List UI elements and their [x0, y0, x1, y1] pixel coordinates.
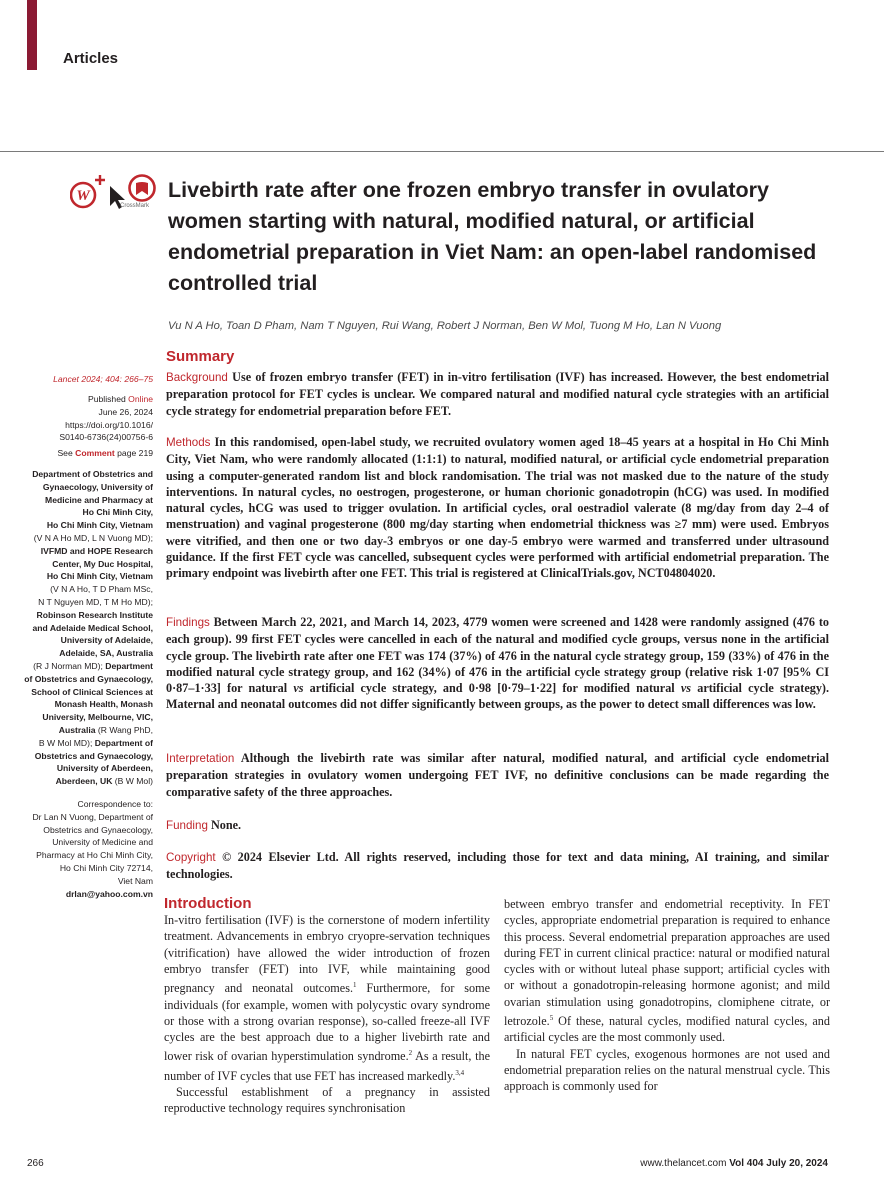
interpretation-head: Interpretation — [166, 752, 235, 765]
affil1-line: Department of Obstetrics and — [32, 469, 153, 479]
published-label: Published — [88, 394, 126, 404]
intro-paragraph — [164, 912, 490, 1084]
affil5-line: University of Aberdeen, — [56, 763, 153, 774]
issue-date: July 20, 2024 — [766, 1158, 828, 1169]
affil5-line: Obstetrics and Gynaecology, — [34, 750, 153, 761]
correspondence-line: University of Medicine and — [52, 837, 153, 848]
abstract-funding — [166, 817, 829, 834]
affil4-line: of Obstetrics and Gynaecology, — [24, 673, 153, 684]
publication-info — [8, 393, 153, 444]
affiliations — [8, 468, 153, 788]
journal-color-bar — [27, 0, 37, 70]
funding-text: None. — [210, 818, 242, 832]
correspondence — [8, 798, 153, 900]
correspondence-line: Pharmacy at Ho Chi Minh City, — [36, 850, 153, 861]
affil4-line: School of Clinical Sciences at — [31, 686, 153, 697]
affil2-line: IVFMD and HOPE Research — [40, 545, 153, 556]
intro-paragraph: In natural FET cycles, exogenous hormones are not used and endometrial preparation relies on the natural menstrual cycle. This approach is commonly used for — [504, 1046, 830, 1094]
affil1-line: Ho Chi Minh City, Vietnam — [46, 520, 153, 531]
affil1-line: Medicine and Pharmacy at — [45, 494, 153, 505]
affil5-people: (B W Mol) — [114, 776, 153, 787]
background-text: Use of frozen embryo transfer (FET) in in-vitro fertilisation (IVF) has increased. However, the best endometrial preparation protocol for FET cycles is unclear. We compared natural and modified natural cycle strategies with an artificial cycle strategy for endometrial preparation before FET. — [166, 370, 830, 418]
affil2-line: Center, My Duc Hospital, — [52, 558, 153, 569]
published-online: Online — [128, 394, 153, 404]
affil3-tail: Department — [105, 660, 153, 671]
findings-text: Between March 22, 2021, and March 14, 2023, 4779 women were screened and 1428 were randomly assigned (476 to each group). 99 first FET cycles were cancelled in each of the natural and modified cycle groups, versus none in the artificial cycle group. The livebirth rate after one FET was 174 (37%) of 476 in the natural cycle strategy group, 159 (33%) of 476 in the modified natural cycle strategy group, and 162 (34%) of 476 in the artificial cycle strategy group (relative risk 1·07 [95% CI 0·87–1·33] for natural — [166, 615, 830, 696]
affil3-line: Adelaide, SA, Australia — [59, 648, 153, 659]
comment-link[interactable]: Comment — [75, 448, 115, 458]
author-list: Vu N A Ho, Toan D Pham, Nam T Nguyen, Rui Wang, Robert J Norman, Ben W Mol, Tuong M Ho, Lan N Vuong — [168, 320, 722, 332]
intro-paragraph — [504, 896, 830, 1046]
doi-line-2[interactable]: S0140-6736(24)00756-6 — [59, 432, 153, 443]
correspondence-label: Correspondence to: — [77, 799, 153, 809]
affil4-line: Monash Health, Monash — [54, 699, 153, 710]
background-head: Background — [166, 371, 228, 384]
affil2-people: N T Nguyen MD, T M Ho MD); — [38, 596, 153, 607]
section-label: Articles — [63, 50, 119, 67]
affil3-line: University of Adelaide, — [60, 635, 153, 646]
affil2-line: Ho Chi Minh City, Vietnam — [46, 571, 153, 582]
intro-text: As a result, the number of IVF cycles that use FET has increased markedly. — [164, 1049, 490, 1083]
crossmark-icon[interactable] — [128, 174, 156, 202]
reference-marker[interactable]: 3,4 — [455, 1068, 465, 1077]
affil5-last: Aberdeen, UK — [55, 776, 113, 787]
intro-text: Furthermore, for some individuals (for example, women with polycystic ovary syndrome or those with a strong ovarian response), so-called freeze-all IVF cycles are the best approach due to a higher livebirth rate and lower risk of ovarian hyperstimulation syndrome. — [164, 981, 491, 1064]
page-number: 266 — [27, 1158, 44, 1169]
abstract-copyright — [166, 849, 829, 883]
findings-head: Findings — [166, 616, 210, 629]
affil4-tail: Department of — [94, 737, 153, 748]
interpretation-text: Although the livebirth rate was similar after natural, modified natural, and artificial cycle endometrial preparation strategies in ovulatory women undergoing FET IVF, no definitive conclusions can be made regarding the comparative safety of the three approaches. — [166, 751, 829, 799]
affil3-line: Robinson Research Institute — [36, 609, 153, 620]
see-page: page 219 — [117, 448, 153, 458]
funding-head: Funding — [166, 819, 208, 832]
findings-vs: vs — [680, 681, 692, 696]
header-rule — [0, 151, 884, 152]
affil1-people: (V N A Ho MD, L N Vuong MD); — [33, 532, 153, 543]
findings-vs: vs — [293, 681, 304, 696]
correspondence-line: Viet Nam — [117, 875, 153, 886]
affil2-people: (V N A Ho, T D Pham MSc, — [50, 584, 153, 595]
methods-head: Methods — [166, 436, 211, 449]
findings-text: artificial cycle strategy). Maternal and neonatal outcomes did not differ significantly between groups, as the power to detect small differences was low. — [166, 681, 830, 712]
abstract-interpretation — [166, 750, 829, 800]
footer-info — [640, 1158, 828, 1169]
see-label: See — [57, 448, 73, 458]
volume: Vol 404 — [729, 1158, 764, 1169]
published-date: June 26, 2024 — [98, 406, 153, 417]
see-comment — [8, 447, 153, 460]
citation: Lancet 2024; 404: 266–75 — [53, 374, 153, 384]
intro-text: between embryo transfer and endometrial receptivity. In FET cycles, appropriate endometrial preparation is required to enhance this process. Several endometrial preparation approaches are used during FET in current clinical practice: natural or modified natural cycles with or without luteal phase support; artificial cycles with or without a gonadotropin-releasing hormone agonist; and mild ovarian stimulation using gonadotropins, clomiphene citrate, or letrozole. — [504, 897, 830, 1029]
affil4-last: Australia — [58, 724, 96, 735]
affil3-people: (R J Norman MD); — [33, 660, 103, 671]
methods-text: In this randomised, open-label study, we recruited ovulatory women aged 18–45 years at a hospital in Ho Chi Minh City, Viet Nam, who were randomly allocated (1:1:1) to natural, modified natural, or artificial cycle endometrial preparation using a computer-generated random list and block randomisation. The trial was not masked due to the nature of the study interventions. In natural cycles, no oestrogen, progesterone, or human chorionic gonadotropin (hCG) was used. In modified natural cycles, hCG was used to trigger ovulation. In artificial cycles, oral oestradiol valerate (8 mg/day from day 2–4 of menstruation) and vaginal progesterone (800 mg/day starting when endometrial thickness was ≥7 mm) were used. Embryos were vitrified, and then one or two day-3 embryos or one day-5 embryo were warmed and transferred under ultrasound guidance. If the first FET cycle was cancelled, subsequent cycles were performed with artificial endometrial preparation. The primary endpoint was livebirth after one FET. This trial is registered at ClinicalTrials.gov, NCT04804020. — [166, 435, 829, 581]
affil4-people: B W Mol MD); — [38, 737, 93, 748]
journal-site[interactable]: www.thelancet.com — [640, 1158, 727, 1169]
affil3-line: and Adelaide Medical School, — [32, 622, 153, 633]
article-title: Livebirth rate after one frozen embryo transfer in ovulatory women starting with natural, modified natural, or artificial endometrial preparation in Viet Nam: an open-label randomised controlled trial — [168, 178, 817, 295]
abstract-findings — [166, 614, 829, 713]
crossmark-label: CrossMark — [120, 203, 150, 209]
affil1-line: Gynaecology, University of — [42, 481, 153, 492]
introduction-heading: Introduction — [164, 895, 252, 912]
intro-column-1 — [164, 912, 490, 1117]
summary-heading: Summary — [166, 348, 235, 365]
copyright-text: © 2024 Elsevier Ltd. All rights reserved, including those for text and data mining, AI training, and similar technologies. — [166, 850, 829, 882]
correspondence-line: Obstetrics and Gynaecology, — [43, 824, 153, 835]
copyright-head: Copyright — [166, 851, 216, 864]
affil4-line: University, Melbourne, VIC, — [42, 712, 153, 723]
reference-marker[interactable]: 5 — [549, 1014, 554, 1023]
intro-column-2 — [504, 896, 830, 1095]
findings-text: artificial cycle strategy, and 0·98 [0·79–1·22] for modified natural — [309, 681, 675, 696]
affil4-people: (R Wang PhD, — [97, 724, 153, 735]
svg-text:W: W — [76, 188, 90, 204]
intro-paragraph: Successful establishment of a pregnancy in assisted reproductive technology requires synchronisation — [164, 1085, 490, 1116]
article-icons — [70, 174, 158, 216]
affil1-line: Ho Chi Minh City, — [82, 507, 153, 518]
correspondence-email[interactable]: drlan@yahoo.com.vn — [65, 888, 153, 899]
citation-block — [8, 373, 153, 386]
plus-icon — [94, 174, 106, 186]
correspondence-line: Dr Lan N Vuong, Department of — [32, 811, 153, 822]
reference-marker[interactable]: 2 — [408, 1049, 413, 1058]
doi-line-1[interactable]: https://doi.org/10.1016/ — [65, 419, 153, 430]
reference-marker[interactable]: 1 — [353, 981, 357, 990]
correspondence-line: Ho Chi Minh City 72714, — [59, 862, 153, 873]
intro-text: In-vitro fertilisation (IVF) is the cornerstone of modern infertility treatment. Advancements in embryo cryopre-servation techniques (vitrification) have allowed the wider introduction of frozen embryo transfer (FET) into IVF, while maintaining good pregnancy and neonatal outcomes. — [164, 913, 490, 996]
intro-text: Of these, natural cycles, modified natural cycles, and artificial cycles are the most commonly used. — [504, 1014, 830, 1045]
abstract-methods — [166, 434, 829, 582]
abstract-background — [166, 369, 829, 419]
